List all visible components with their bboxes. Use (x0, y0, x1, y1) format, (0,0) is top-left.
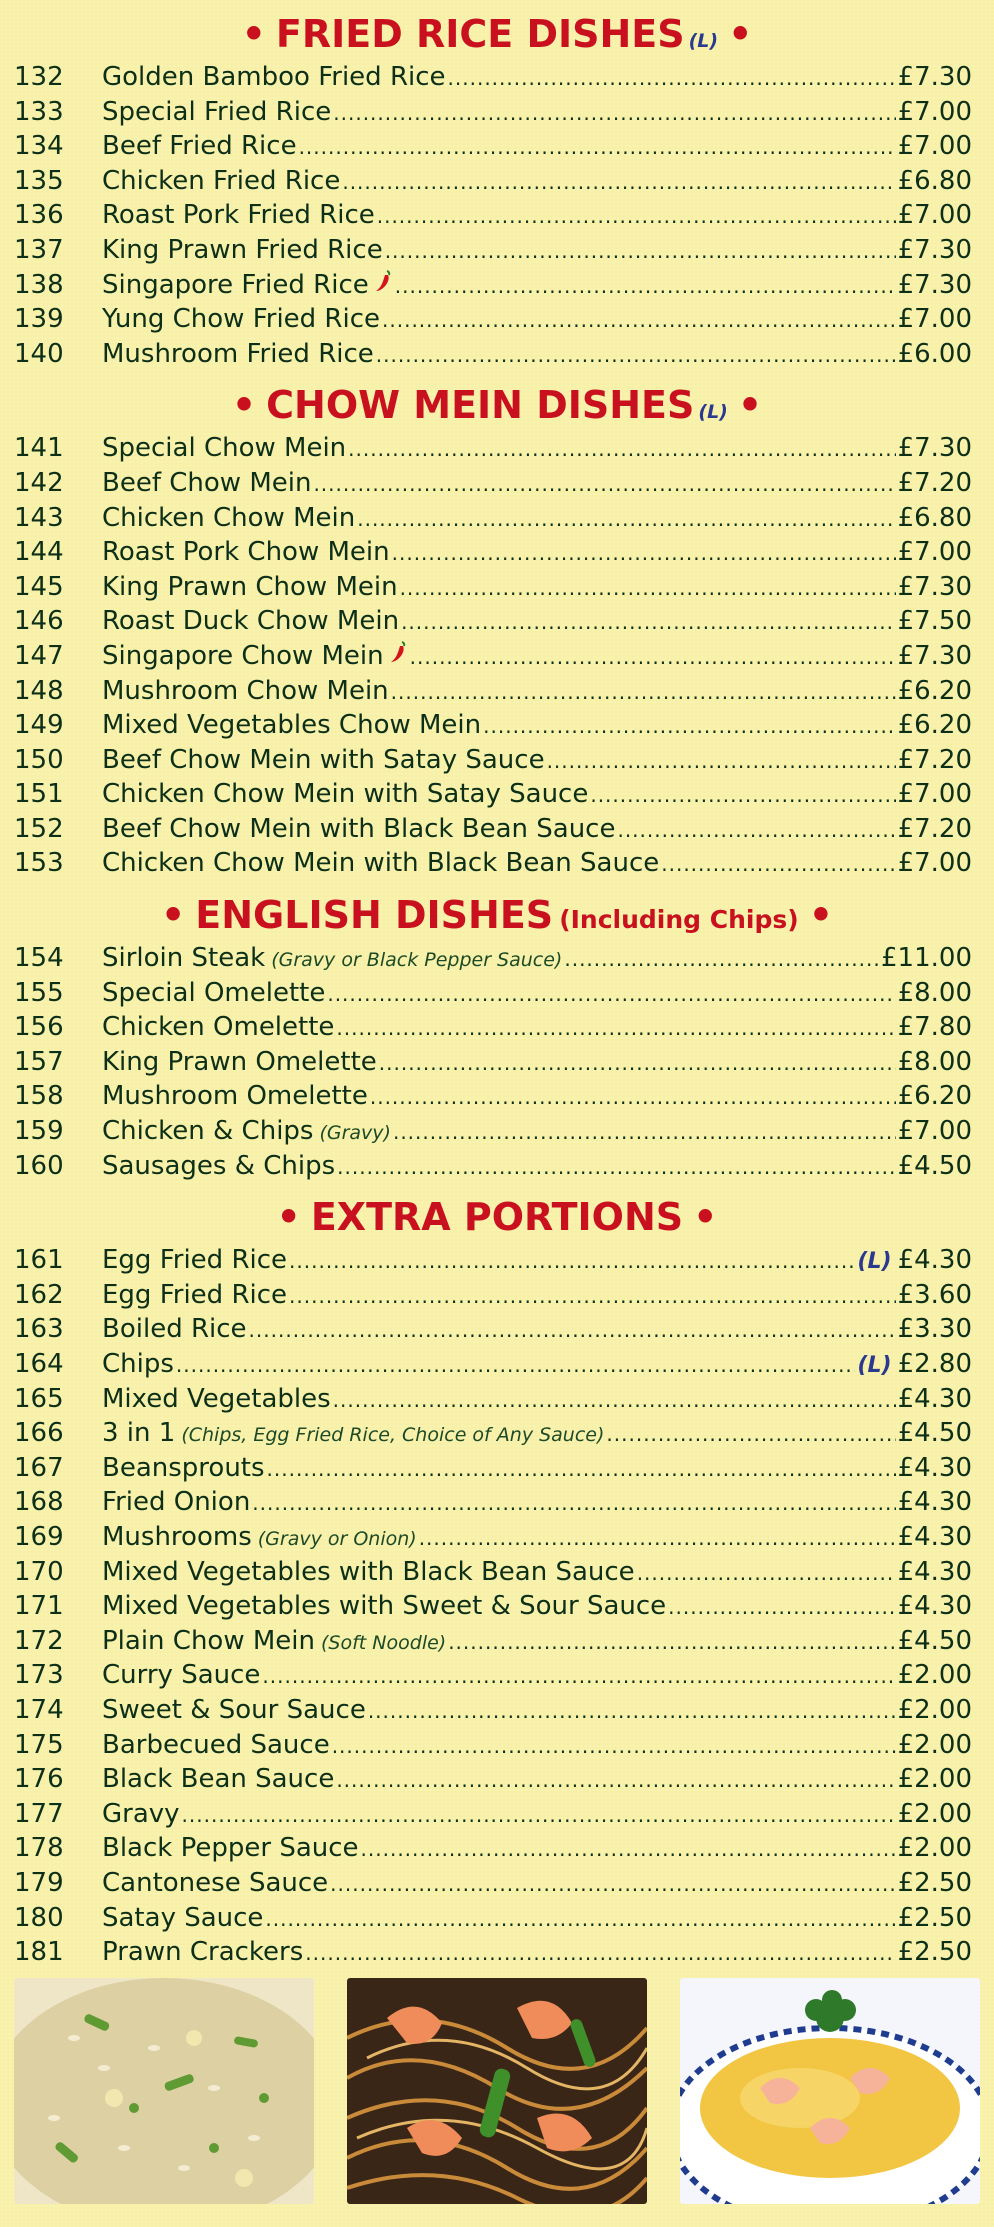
item-number: 179 (14, 1867, 64, 1898)
item-number: 134 (14, 131, 64, 162)
menu-section (0, 383, 994, 881)
dot-leader (590, 778, 895, 813)
item-name: Egg Fried Rice (102, 1279, 288, 1310)
dot-leader (547, 744, 896, 779)
menu-item (0, 337, 994, 372)
menu-item (0, 1797, 994, 1832)
item-price: £4.30 (897, 1383, 972, 1414)
dot-leader (382, 303, 896, 338)
bullet: • (161, 893, 186, 938)
item-number: 170 (14, 1556, 64, 1587)
menu-item (0, 777, 994, 812)
size-tag: (L) (698, 401, 728, 424)
item-name: Boiled Rice (102, 1314, 247, 1345)
item-number: 142 (14, 467, 64, 498)
section-heading: FRIED RICE DISHES (275, 12, 685, 56)
item-price: £2.00 (897, 1660, 972, 1691)
item-name: Beef Fried Rice (102, 131, 297, 162)
section-title (0, 383, 994, 427)
item-description: (Gravy or Black Pepper Sauce) (271, 949, 563, 972)
menu-item (0, 1416, 994, 1451)
menu-item (0, 535, 994, 570)
item-number: 153 (14, 848, 64, 879)
item-number: 178 (14, 1833, 64, 1864)
dot-leader (368, 1694, 896, 1729)
menu-section (0, 12, 994, 371)
dot-leader (400, 571, 896, 606)
menu-item (0, 846, 994, 881)
menu-item (0, 1728, 994, 1763)
dot-leader (377, 199, 896, 234)
item-number: 148 (14, 675, 64, 706)
menu-item (0, 976, 994, 1011)
item-price: £6.80 (897, 502, 972, 533)
item-price: £7.00 (897, 779, 972, 810)
item-number: 144 (14, 537, 64, 568)
dot-leader (289, 1244, 855, 1279)
item-name: Fried Onion (102, 1487, 251, 1518)
menu-section (0, 1195, 994, 1969)
menu-item (0, 1866, 994, 1901)
item-price: £2.80 (897, 1349, 972, 1379)
dot-leader (252, 1486, 895, 1521)
dot-leader (401, 605, 896, 640)
dot-leader (265, 1902, 895, 1937)
item-price: £2.50 (897, 1937, 972, 1968)
item-name: Mixed Vegetables (102, 1383, 331, 1414)
item-name: Mushrooms (102, 1521, 252, 1552)
bullet: • (693, 1195, 718, 1240)
dot-leader (395, 269, 896, 304)
item-price: £2.50 (897, 1902, 972, 1933)
item-name: Chips (102, 1349, 174, 1379)
item-number: 150 (14, 744, 64, 775)
item-name: Black Pepper Sauce (102, 1833, 359, 1864)
item-price: £7.00 (897, 537, 972, 568)
dot-leader (333, 96, 895, 131)
menu-item (0, 1693, 994, 1728)
item-name: Mushroom Chow Mein (102, 675, 389, 706)
size-tag: (L) (857, 1249, 892, 1275)
menu-item (0, 198, 994, 233)
item-name: Mixed Vegetables with Sweet & Sour Sauce (102, 1591, 667, 1622)
menu-item (0, 431, 994, 466)
item-number: 136 (14, 200, 64, 231)
dot-leader (249, 1313, 896, 1348)
menu-item (0, 1485, 994, 1520)
item-name: Mushroom Fried Rice (102, 338, 374, 369)
item-number: 141 (14, 433, 64, 464)
dot-leader (376, 338, 896, 373)
menu-item (0, 708, 994, 743)
item-number: 149 (14, 710, 64, 741)
menu-item (0, 1010, 994, 1045)
item-number: 175 (14, 1729, 64, 1760)
item-price: £6.80 (897, 165, 972, 196)
dot-leader (313, 467, 895, 502)
menu-item (0, 1451, 994, 1486)
menu-item (0, 1520, 994, 1555)
item-name: King Prawn Fried Rice (102, 234, 383, 265)
menu-item (0, 268, 994, 303)
bullet: • (808, 893, 833, 938)
item-name: Mushroom Omelette (102, 1081, 368, 1112)
item-name: Special Omelette (102, 977, 326, 1008)
menu-item (0, 1658, 994, 1693)
menu-item (0, 1831, 994, 1866)
section-heading: CHOW MEIN DISHES (266, 383, 695, 428)
item-price: £4.30 (897, 1591, 972, 1622)
item-name: Egg Fried Rice (102, 1245, 288, 1276)
chili-icon (388, 639, 408, 663)
item-price: £8.00 (897, 1046, 972, 1077)
item-description: (Soft Noodle) (321, 1631, 447, 1654)
item-price: £3.60 (897, 1279, 972, 1310)
menu-item (0, 129, 994, 164)
dot-leader (330, 1867, 895, 1902)
menu-item (0, 1555, 994, 1590)
item-name: Special Fried Rice (102, 96, 332, 127)
item-number: 147 (14, 640, 64, 671)
item-name: 3 in 1 (102, 1418, 176, 1449)
item-price: £7.00 (897, 200, 972, 231)
section-title (0, 893, 994, 937)
dot-leader (448, 1625, 895, 1660)
item-name: King Prawn Omelette (102, 1046, 377, 1077)
item-number: 164 (14, 1349, 64, 1379)
dot-leader (483, 709, 895, 744)
item-number: 161 (14, 1245, 64, 1276)
menu-item (0, 812, 994, 847)
item-price: £4.30 (897, 1521, 972, 1552)
item-number: 168 (14, 1487, 64, 1518)
item-name: Black Bean Sauce (102, 1764, 335, 1795)
fried-rice-photo (14, 1978, 314, 2204)
item-number: 160 (14, 1150, 64, 1181)
item-price: £7.30 (897, 234, 972, 265)
item-number: 135 (14, 165, 64, 196)
item-number: 151 (14, 779, 64, 810)
section-heading: ENGLISH DISHES (195, 893, 554, 938)
item-description: (Gravy) (319, 1122, 391, 1145)
item-number: 157 (14, 1046, 64, 1077)
dot-leader (391, 675, 896, 710)
item-number: 176 (14, 1764, 64, 1795)
item-number: 145 (14, 571, 64, 602)
item-name: Roast Duck Chow Mein (102, 606, 400, 637)
item-name: Chicken & Chips (102, 1116, 314, 1147)
item-price: £6.20 (897, 710, 972, 741)
dot-leader (564, 942, 879, 977)
menu-item (0, 743, 994, 778)
dot-leader (333, 1383, 896, 1418)
item-price: £2.00 (897, 1798, 972, 1829)
menu-item (0, 1901, 994, 1936)
item-description: (Chips, Egg Fried Rice, Choice of Any Sauce) (181, 1424, 605, 1447)
item-name: Sirloin Steak (102, 943, 266, 974)
item-number: 155 (14, 977, 64, 1008)
item-price: £3.30 (897, 1314, 972, 1345)
item-price: £7.00 (897, 1116, 972, 1147)
menu-item (0, 1278, 994, 1313)
bullet: • (276, 1195, 301, 1240)
item-price: £7.50 (897, 606, 972, 637)
item-price: £7.00 (897, 96, 972, 127)
item-number: 180 (14, 1902, 64, 1933)
dot-leader (370, 1080, 896, 1115)
item-number: 174 (14, 1694, 64, 1725)
chili-icon (373, 268, 393, 292)
item-price: £7.30 (897, 269, 972, 300)
item-price: £8.00 (897, 977, 972, 1008)
item-number: 132 (14, 62, 64, 92)
item-name: Beef Chow Mein (102, 467, 312, 498)
item-number: 140 (14, 338, 64, 369)
item-name: Mixed Vegetables with Black Bean Sauce (102, 1556, 635, 1587)
dot-leader (361, 1832, 896, 1867)
dot-leader (392, 536, 896, 571)
item-price: £7.30 (897, 433, 972, 464)
item-name: Chicken Chow Mein with Black Bean Sauce (102, 848, 660, 879)
bullet: • (231, 383, 257, 428)
dot-leader (299, 130, 896, 165)
menu-item (0, 1045, 994, 1080)
item-name: Chicken Omelette (102, 1012, 335, 1043)
dot-leader (262, 1659, 895, 1694)
dot-leader (176, 1348, 856, 1383)
item-number: 159 (14, 1116, 64, 1147)
section-note: (Including Chips) (559, 905, 799, 935)
item-number: 163 (14, 1314, 64, 1345)
item-name: Satay Sauce (102, 1902, 264, 1933)
menu-item (0, 570, 994, 605)
menu-item (0, 941, 994, 976)
menu-item (0, 1762, 994, 1797)
dot-leader (336, 1011, 895, 1046)
dot-leader (289, 1279, 896, 1314)
item-name: Chicken Chow Mein with Satay Sauce (102, 779, 589, 810)
menu-item (0, 1243, 994, 1278)
dot-leader (661, 847, 895, 882)
menu-item (0, 1624, 994, 1659)
dot-leader (357, 502, 895, 537)
item-number: 133 (14, 96, 64, 127)
dot-leader (668, 1590, 895, 1625)
dot-leader (327, 977, 895, 1012)
item-price: £4.50 (897, 1625, 972, 1656)
item-price: £7.20 (897, 467, 972, 498)
item-number: 152 (14, 813, 64, 844)
dot-leader (379, 1046, 896, 1081)
item-price: £6.20 (897, 1081, 972, 1112)
item-number: 173 (14, 1660, 64, 1691)
size-tag: (L) (688, 30, 719, 52)
item-name: Special Chow Mein (102, 433, 347, 464)
item-name: Beef Chow Mein with Black Bean Sauce (102, 813, 616, 844)
section-title (0, 12, 994, 56)
item-price: £7.30 (897, 62, 972, 92)
item-name: Roast Pork Chow Mein (102, 537, 390, 568)
item-number: 143 (14, 502, 64, 533)
item-name: Beansprouts (102, 1452, 265, 1483)
menu-item (0, 1079, 994, 1114)
dot-leader (342, 165, 895, 200)
item-price: £7.30 (897, 571, 972, 602)
item-number: 172 (14, 1625, 64, 1656)
item-name: King Prawn Chow Mein (102, 571, 398, 602)
item-price: £6.00 (897, 338, 972, 369)
item-number: 169 (14, 1521, 64, 1552)
menu-item (0, 302, 994, 337)
item-price: £7.30 (897, 640, 972, 671)
item-name: Roast Pork Fried Rice (102, 200, 375, 231)
bullet: • (737, 383, 763, 428)
item-price: £2.00 (897, 1764, 972, 1795)
photo-strip (14, 1978, 980, 2208)
item-number: 177 (14, 1798, 64, 1829)
menu-item (0, 1114, 994, 1149)
item-price: £7.80 (897, 1012, 972, 1043)
dot-leader (267, 1452, 896, 1487)
item-price: £4.30 (897, 1245, 972, 1276)
item-price: £6.20 (897, 675, 972, 706)
item-price: £4.30 (897, 1452, 972, 1483)
dot-leader (336, 1763, 895, 1798)
dot-leader (448, 61, 896, 96)
dot-leader (182, 1798, 896, 1833)
menu-item (0, 164, 994, 199)
item-number: 162 (14, 1279, 64, 1310)
dot-leader (419, 1521, 896, 1556)
item-price: £7.00 (897, 848, 972, 879)
item-number: 156 (14, 1012, 64, 1043)
dot-leader (606, 1417, 895, 1452)
item-number: 166 (14, 1418, 64, 1449)
menu-item (0, 1935, 994, 1970)
dot-leader (305, 1936, 895, 1971)
dot-leader (393, 1115, 896, 1150)
dot-leader (348, 432, 895, 467)
item-price: £7.00 (897, 131, 972, 162)
omelette-photo (680, 1978, 980, 2204)
menu-item (0, 466, 994, 501)
item-price: £11.00 (881, 943, 972, 974)
item-description: (Gravy or Onion) (257, 1527, 417, 1550)
item-name: Plain Chow Mein (102, 1625, 316, 1656)
menu-item (0, 95, 994, 130)
item-price: £4.30 (897, 1487, 972, 1518)
item-number: 158 (14, 1081, 64, 1112)
menu-item (0, 60, 994, 95)
item-name: Curry Sauce (102, 1660, 261, 1691)
menu-item (0, 501, 994, 536)
item-name: Gravy (102, 1798, 180, 1829)
item-price: £2.00 (897, 1729, 972, 1760)
item-price: £2.00 (897, 1694, 972, 1725)
dot-leader (332, 1729, 896, 1764)
item-number: 139 (14, 304, 64, 335)
dot-leader (617, 813, 895, 848)
dot-leader (637, 1556, 896, 1591)
menu-item (0, 1347, 994, 1382)
item-name: Sausages & Chips (102, 1150, 336, 1181)
menu-item (0, 604, 994, 639)
item-name: Chicken Fried Rice (102, 165, 341, 196)
item-number: 165 (14, 1383, 64, 1414)
menu-section (0, 893, 994, 1183)
item-name: Golden Bamboo Fried Rice (102, 62, 446, 92)
dot-leader (385, 234, 896, 269)
size-tag: (L) (857, 1353, 892, 1378)
item-name: Singapore Chow Mein (102, 640, 384, 671)
item-price: £4.50 (897, 1150, 972, 1181)
item-price: £4.50 (897, 1418, 972, 1449)
item-name: Prawn Crackers (102, 1937, 304, 1968)
item-name: Barbecued Sauce (102, 1729, 330, 1760)
item-number: 171 (14, 1591, 64, 1622)
item-price: £7.20 (897, 744, 972, 775)
item-name: Yung Chow Fried Rice (102, 304, 381, 335)
item-name: Sweet & Sour Sauce (102, 1694, 366, 1725)
item-number: 154 (14, 943, 64, 974)
dot-leader (410, 640, 896, 675)
item-name: Singapore Fried Rice (102, 269, 369, 300)
item-price: £7.00 (897, 304, 972, 335)
item-name: Beef Chow Mein with Satay Sauce (102, 744, 545, 775)
item-number: 137 (14, 234, 64, 265)
item-name: Cantonese Sauce (102, 1867, 329, 1898)
chow-mein-photo (347, 1978, 647, 2204)
item-name: Chicken Chow Mein (102, 502, 356, 533)
item-price: £2.50 (897, 1867, 972, 1898)
menu-item (0, 1382, 994, 1417)
menu-item (0, 639, 994, 674)
menu-item (0, 1589, 994, 1624)
menu-item (0, 1312, 994, 1347)
dot-leader (337, 1150, 895, 1185)
bullet: • (728, 12, 753, 56)
menu-item (0, 674, 994, 709)
item-number: 181 (14, 1937, 64, 1968)
item-number: 138 (14, 269, 64, 300)
section-title (0, 1195, 994, 1239)
item-price: £2.00 (897, 1833, 972, 1864)
item-price: £7.20 (897, 813, 972, 844)
bullet: • (241, 12, 266, 56)
item-name: Mixed Vegetables Chow Mein (102, 710, 482, 741)
section-heading: EXTRA PORTIONS (310, 1195, 684, 1240)
menu-item (0, 233, 994, 268)
item-number: 146 (14, 606, 64, 637)
item-price: £4.30 (897, 1556, 972, 1587)
item-number: 167 (14, 1452, 64, 1483)
menu-item (0, 1149, 994, 1184)
